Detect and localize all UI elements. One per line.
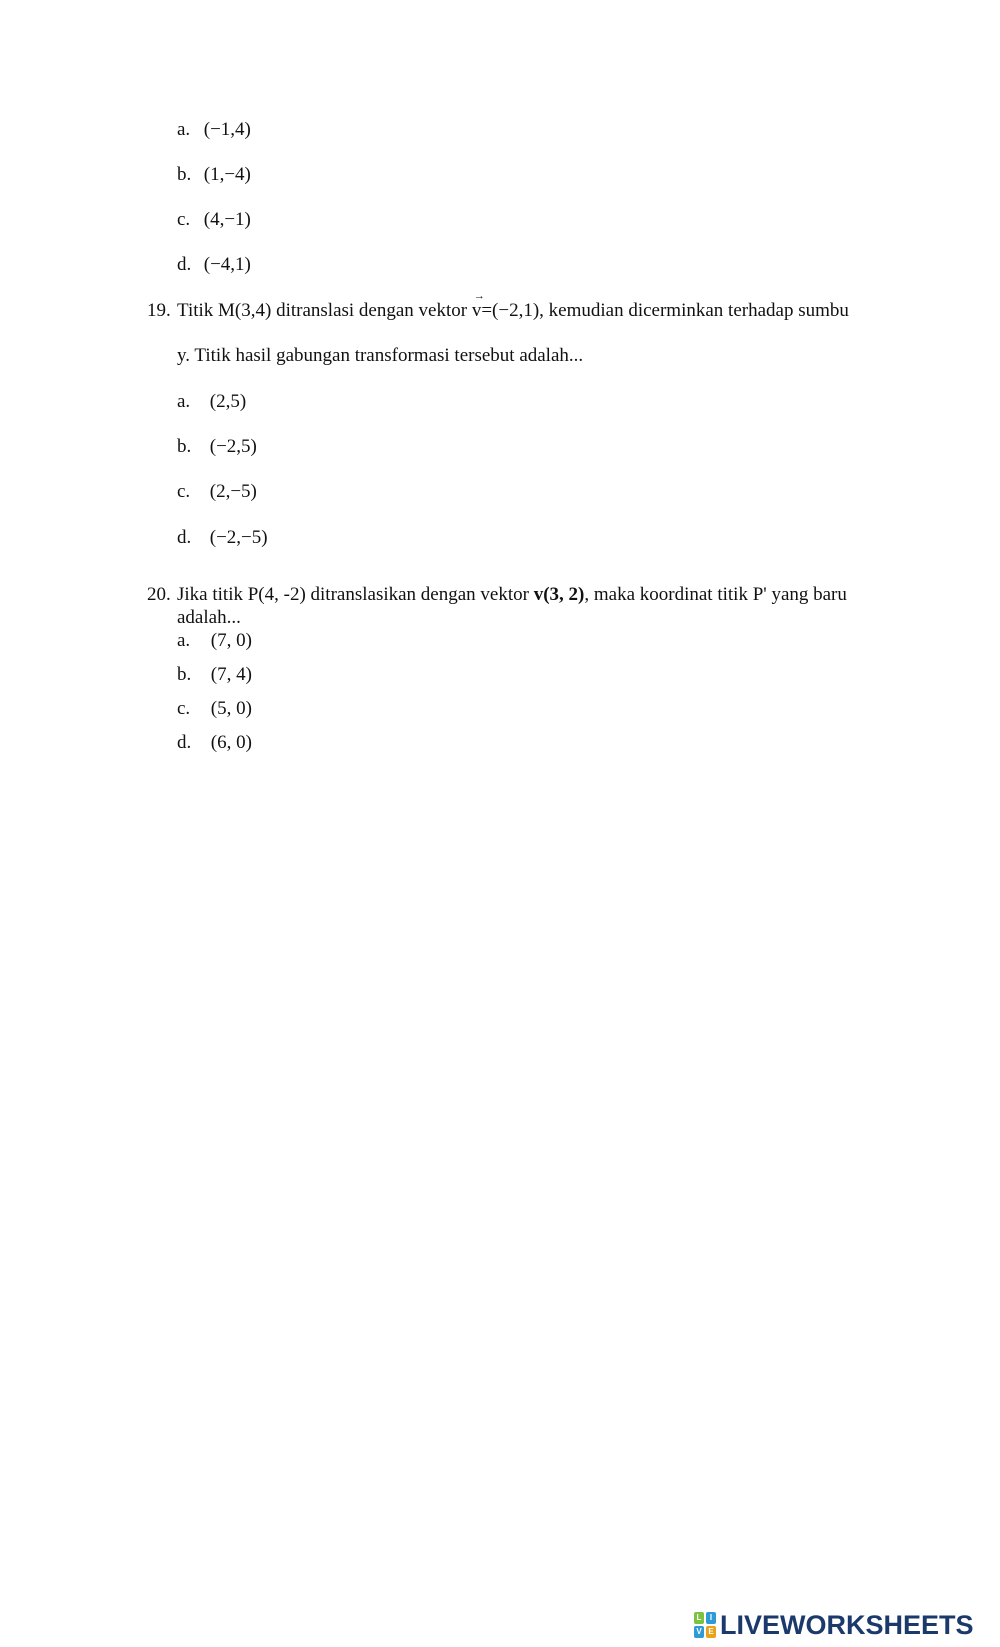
vector-v xyxy=(471,290,485,322)
q18-option-d xyxy=(177,254,251,276)
option-letter: a. xyxy=(177,630,191,651)
question-number: 19. xyxy=(147,300,171,321)
liveworksheets-logo xyxy=(694,1611,974,1639)
logo-block-v: V xyxy=(694,1626,704,1638)
option-text: (−2,5) xyxy=(209,436,257,457)
option-text: (5, 0) xyxy=(210,698,252,719)
option-text: (7, 0) xyxy=(210,630,252,651)
option-letter: b. xyxy=(177,164,192,185)
q18-option-b xyxy=(177,164,251,186)
option-text: (−1,4) xyxy=(203,119,251,140)
q19-question-line2: y. Titik hasil gabungan transformasi tersebut adalah... xyxy=(177,345,584,366)
option-letter: d. xyxy=(177,254,192,275)
logo-block-l: L xyxy=(694,1612,704,1624)
logo-text: LIVEWORKSHEETS xyxy=(720,1609,974,1640)
option-text: (−4,1) xyxy=(203,254,251,275)
q20-option-a xyxy=(177,630,252,652)
option-text: (2,−5) xyxy=(209,481,257,502)
vector-symbol: v xyxy=(471,300,482,321)
q19-option-c xyxy=(177,481,257,503)
q19-question-line1 xyxy=(147,290,849,322)
q18-option-a xyxy=(177,119,251,141)
logo-block-i: I xyxy=(706,1612,716,1624)
q20-question-line1 xyxy=(147,584,847,606)
option-letter: b. xyxy=(177,436,192,457)
bold-vector: v(3, 2) xyxy=(533,584,585,605)
q19-option-d xyxy=(177,527,268,549)
q20-question-line2: adalah... xyxy=(177,607,241,628)
q20-option-c xyxy=(177,698,252,720)
q19-option-b xyxy=(177,436,257,458)
option-letter: c. xyxy=(177,481,191,502)
option-letter: d. xyxy=(177,732,192,753)
option-letter: a. xyxy=(177,119,191,140)
q19-option-a xyxy=(177,391,246,413)
option-text: (2,5) xyxy=(209,391,247,412)
question-text-part2: =(−2,1), kemudian dicerminkan terhadap sumbu xyxy=(481,300,849,321)
logo-block-e: E xyxy=(706,1626,716,1638)
option-letter: c. xyxy=(177,698,191,719)
question-text-part2: , maka koordinat titik P' yang baru xyxy=(584,584,847,605)
question-text-part1: Titik M(3,4) ditranslasi dengan vektor xyxy=(177,300,472,321)
vector-arrow-icon: → xyxy=(473,290,485,302)
option-letter: c. xyxy=(177,209,191,230)
option-letter: b. xyxy=(177,664,192,685)
logo-icon xyxy=(694,1612,716,1638)
q18-option-c xyxy=(177,209,251,231)
q20-option-b xyxy=(177,664,252,686)
option-text: (7, 4) xyxy=(210,664,252,685)
question-text-part1: Jika titik P(4, -2) ditranslasikan dengan vektor xyxy=(177,584,534,605)
option-text: (−2,−5) xyxy=(209,527,268,548)
option-text: (4,−1) xyxy=(203,209,251,230)
q20-option-d xyxy=(177,732,252,754)
option-text: (1,−4) xyxy=(203,164,251,185)
option-letter: a. xyxy=(177,391,191,412)
question-number: 20. xyxy=(147,584,171,605)
option-text: (6, 0) xyxy=(210,732,252,753)
option-letter: d. xyxy=(177,527,192,548)
